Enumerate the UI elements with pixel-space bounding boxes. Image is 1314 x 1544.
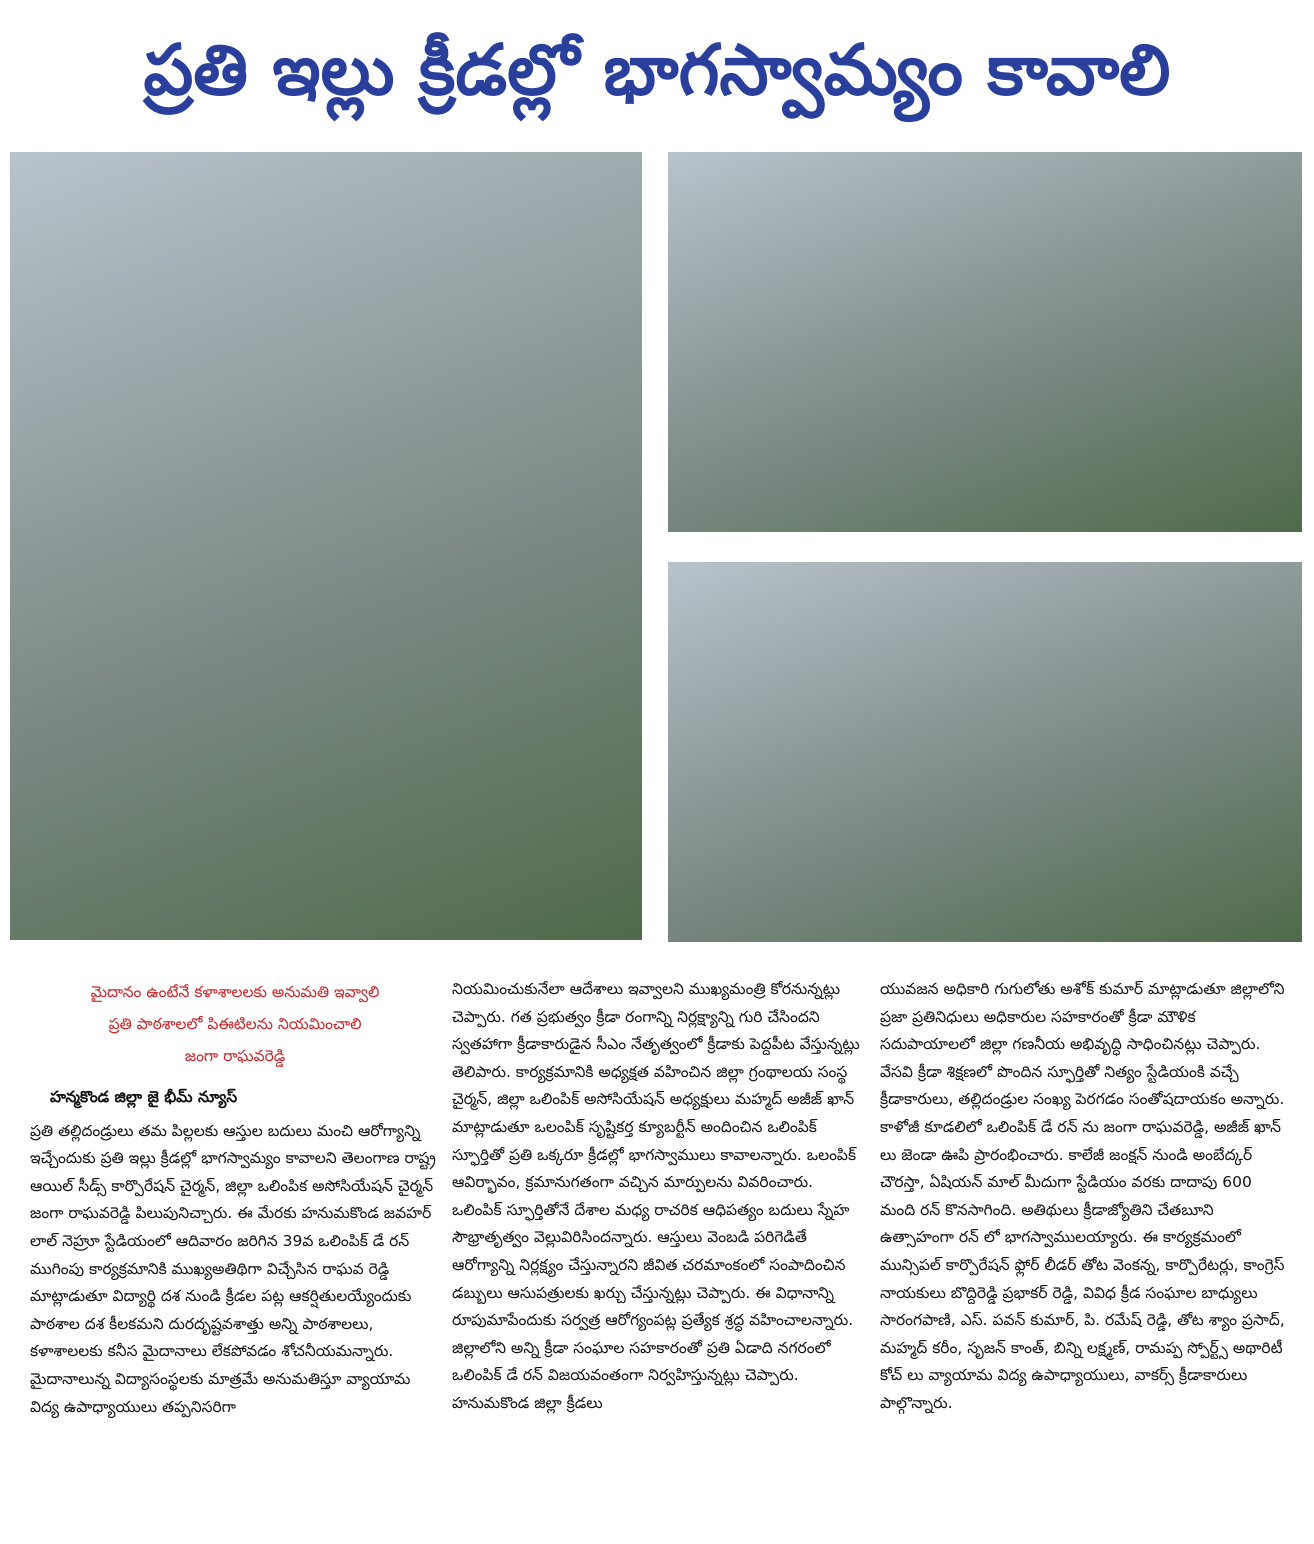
column-1	[30, 976, 440, 1421]
headline: ప్రతి ఇల్లు క్రీడల్లో భాగస్వామ్యం కావాలి	[143, 29, 1171, 111]
body-text-1: ప్రతి తల్లిదండ్రులు తమ పిల్లలకు ఆస్తుల బదులు మంచి ఆరోగ్యాన్ని ఇచ్చేందుకు ప్రతి ఇల్లు క్రీడల్లో భాగస్వామ్యం కావాలని తెలంగాణ రాష్ట్ర ఆయిల్ సీడ్స్ కార్పొరేషన్ చైర్మన్, జిల్లా ఒలింపిక అసోసియేషన్ చైర్మన్ జంగా రాఘవరెడ్డి పిలుపునిచ్చారు. ఈ మేరకు హనుమకొండ జవహర్ లాల్ నెహ్రూ స్టేడియంలో ఆదివారం జరిగిన 39వ ఒలింపిక్ డే రన్ ముగింపు కార్యక్రమానికి ముఖ్యఅతిథిగా విచ్చేసిన రాఘవ రెడ్డి మాట్లాడుతూ విద్యార్థి దశ నుండి క్రీడల పట్ల ఆకర్షితులయ్యేందుకు పాఠశాల దశ కీలకమని దురదృష్టవశాత్తు అన్ని పాఠశాలలు, కళాశాలలకు కనీస మైదానాలు లేకపోవడం శోచనీయమన్నారు. మైదానాలున్న విద్యాసంస్థలకు మాత్రమే అనుమతిస్తూ వ్యాయామ విద్య ఉపాధ్యాయులు తప్పనిసరిగా	[30, 1121, 436, 1416]
subhead-3: జంగా రాఘవరెడ్డి	[184, 1047, 286, 1065]
byline: హన్మకొండ జిల్లా జై భీమ్ న్యూస్	[50, 1088, 238, 1106]
column-2	[452, 976, 862, 1418]
subhead-2: ప్రతి పాఠశాలలో పిఈటిలను నియమించాలి	[108, 1015, 362, 1033]
photo-group-stadium	[668, 562, 1302, 942]
subhead-1: మైదానం ఉంటేనే కళాశాలలకు అనుమతి ఇవ్వాలి	[90, 983, 380, 1001]
body-text-2: నియమించుకునేలా ఆదేశాలు ఇవ్వాలని ముఖ్యమంత్రి కోరనున్నట్లు చెప్పారు. గత ప్రభుత్వం క్రీడా రంగాన్ని నిర్లక్ష్యాన్ని గురి చేసిందని స్వతహాగా క్రీడాకారుడైన సీఎం నేతృత్వంలో క్రీడాకు పెద్దపీట వేస్తున్నట్లు తెలిపారు. కార్యక్రమానికి అధ్యక్షత వహించిన జిల్లా గ్రంథాలయ సంస్థ చైర్మన్, జిల్లా ఒలింపిక్ అసోసియేషన్ అధ్యక్షులు మహ్మద్ అజీజ్ ఖాన్ మాట్లాడుతూ ఒలంపిక్ సృష్టికర్త క్యూబర్టీన్ అందించిన ఒలింపిక్ స్ఫూర్తితో ప్రతి ఒక్కరూ క్రీడల్లో భాగస్వాములు కావాలన్నారు. ఒలంపిక్ ఆవిర్భావం, క్రమానుగతంగా వచ్చిన మార్పులను వివరించారు. ఒలింపిక్ స్ఫూర్తితోనే దేశాల మధ్య రాచరిక ఆధిపత్యం బదులు స్నేహ సౌభ్రాతృత్వం వెల్లువిరిసిందన్నారు. ఆస్తులు వెంబడి పరిగెడితే ఆరోగ్యాన్ని నిర్లక్ష్యం చేస్తున్నారని జీవిత చరమాంకంలో సంపాదించిన డబ్బులు ఆసుపత్రులకు ఖర్చు చేస్తున్నట్లు చెప్పారు. ఈ విధానాన్ని రూపుమాపేందుకు సర్వత్ర ఆరోగ్యంపట్ల ప్రత్యేక శ్రద్ధ వహించాలన్నారు. జిల్లాలోని అన్ని క్రీడా సంఘాల సహకారంతో ప్రతి ఏడాది నగరంలో ఒలింపిక్ డే రన్ విజయవంతంగా నిర్వహిస్తున్నట్లు చెప్పారు. హనుమకొండ జిల్లా క్రీడలు	[452, 980, 860, 1412]
column-3	[880, 976, 1290, 1418]
photo-torch-run	[668, 152, 1302, 532]
photo-torch-lighting	[10, 152, 642, 940]
body-text-3: యువజన అధికారి గుగులోతు అశోక్ కుమార్ మాట్లాడుతూ జిల్లాలోని ప్రజా ప్రతినిధులు అధికారుల సహకారంతో క్రీడా మౌళిక సదుపాయాలలో జిల్లా గణనీయ అభివృద్ధి సాధించినట్లు చెప్పారు. వేసవి క్రీడా శిక్షణలో పొందిన స్ఫూర్తితో నిత్యం స్టేడియంకి వచ్చే క్రీడాకారులు, తల్లిదండ్రుల సంఖ్య పెరగడం సంతోషదాయకం అన్నారు. కాళోజీ కూడలిలో ఒలింపిక్ డే రన్ ను జంగా రాఘవరెడ్డి, అజీజ్ ఖాన్ లు జెండా ఊపి ప్రారంభించారు. కాలేజీ జంక్షన్ నుండి అంబేద్కర్ చౌరస్తా, ఏషియన్ మాల్ మీదుగా స్టేడియం వరకు దాదాపు 600 మంది రన్ కొనసాగింది. అతిథులు క్రీడాజ్యోతిని చేతబూని ఉత్సాహంగా రన్ లో భాగస్వాములయ్యారు. ఈ కార్యక్రమంలో మున్సిపల్ కార్పొరేషన్ ఫ్లోర్ లీడర్ తోట వెంకన్న, కార్పొరేటర్లు, కాంగ్రెస్ నాయకులు బొద్దిరెడ్డి ప్రభాకర్ రెడ్డి, వివిధ క్రీడ సంఘాల బాధ్యులు సారంగపాణి, ఎస్. పవన్ కుమార్, పి. రమేష్ రెడ్డి, తోట శ్యాం ప్రసాద్, మహ్మద్ కరీం, సృజన్ కాంత్, బిన్ని లక్ష్మణ్, రామప్ప స్పోర్ట్స్ అథారిటీ కోచ్ లు వ్యాయామ విద్య ఉపాధ్యాయులు, వాకర్స్ క్రీడాకారులు పాల్గొన్నారు.	[880, 980, 1285, 1412]
